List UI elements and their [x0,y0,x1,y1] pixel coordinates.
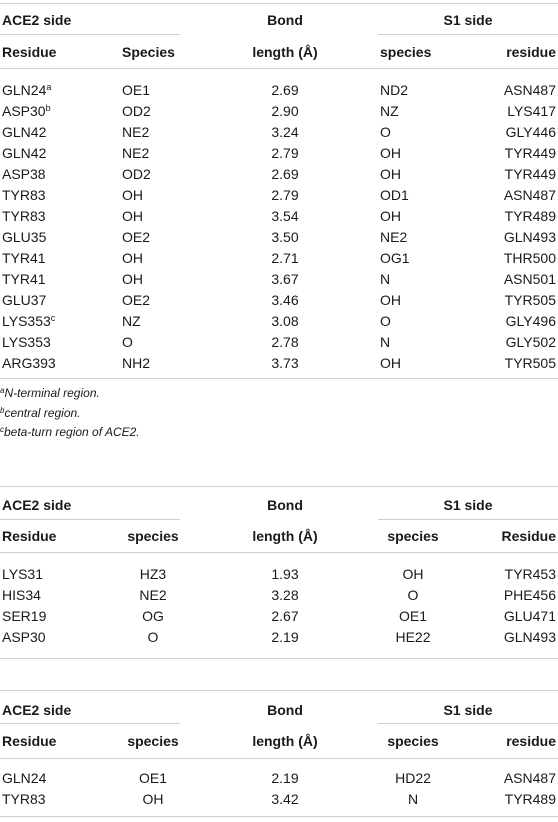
ace2-species: OH [122,250,143,266]
ace2-residue: GLU37 [2,292,47,308]
s1-residue: TYR489 [504,208,556,224]
bond-length: 3.08 [271,313,299,329]
table-top-rule [0,486,558,487]
ace2-species: NE2 [122,124,150,140]
s1-residue: GLU471 [503,608,556,624]
bond-length: 2.19 [271,770,299,786]
ace2-species: OD2 [122,103,151,119]
ace2-species: NE2 [122,145,150,161]
header-rule [0,552,558,553]
bond-length: 2.78 [271,334,299,350]
ace2-species: OD2 [122,166,151,182]
ace2-residue: LYS353$^c$ [2,313,56,329]
s1-species: N [407,791,419,807]
group-rule-ace2 [0,723,180,724]
group-header-s1: S1 side [443,12,493,28]
col-header-s1-residue: residue [506,44,556,60]
ace2-species: OH [142,791,164,807]
s1-residue: TYR453 [504,566,556,582]
col-header-s1-species: species [387,528,439,544]
footnote-marker: a [46,82,52,92]
ace2-residue: GLN42 [2,145,47,161]
bond-length: 2.79 [271,145,299,161]
bond-length: 2.90 [271,103,299,119]
s1-residue: GLN493 [503,629,556,645]
ace2-species: OG [142,608,164,624]
col-header-species: Species [122,44,175,60]
s1-residue: ASN501 [503,271,556,287]
ace2-species: O [147,629,159,645]
bond-length: 3.54 [271,208,299,224]
bond-length: 2.69 [271,82,299,98]
s1-species: ND2 [380,82,409,98]
s1-residue: THR500 [503,250,556,266]
ace2-species: NH2 [122,355,151,371]
group-header-s1: S1 side [443,497,493,513]
s1-species: OH [380,166,401,182]
s1-species: OG1 [380,250,410,266]
s1-residue: TYR449 [504,166,556,182]
ace2-species: OH [122,187,143,203]
s1-species: O [407,587,419,603]
ace2-species: NE2 [139,587,167,603]
hbond-table-3 [0,688,558,822]
s1-species: OH [402,566,424,582]
s1-residue: TYR489 [504,791,556,807]
group-rule-s1 [378,519,558,520]
header-rule [0,68,558,69]
ace2-residue: LYS31 [2,566,43,582]
group-rule-s1 [378,34,558,35]
s1-residue: TYR449 [504,145,556,161]
ace2-species: NZ [122,313,141,329]
ace2-species: HZ3 [139,566,167,582]
table-bottom-rule [0,658,558,659]
bond-length: 3.42 [271,791,299,807]
col-header-s1-species: species [380,44,432,60]
s1-residue: GLN493 [503,229,556,245]
ace2-residue: GLN24 [2,770,47,786]
col-header-length: length (Å) [252,733,318,749]
table-bottom-rule [0,378,558,379]
group-header-bond: Bond [267,497,303,513]
bond-length: 3.46 [271,292,299,308]
ace2-residue: GLN42 [2,124,47,140]
col-header-species: species [127,733,179,749]
s1-species: OH [380,355,401,371]
ace2-residue: TYR83 [2,791,46,807]
col-header-s1-residue: Residue [501,528,556,544]
s1-species: HD22 [395,770,431,786]
s1-species: N [380,271,391,287]
table-top-rule [0,690,558,691]
table-bottom-rule [0,816,558,817]
ace2-species: OE1 [122,82,151,98]
col-header-species: species [127,528,179,544]
bond-length: 1.93 [271,566,299,582]
bond-length: 2.79 [271,187,299,203]
ace2-residue: ASP30 [2,629,46,645]
ace2-residue: HIS34 [2,587,41,603]
s1-residue: TYR505 [504,355,556,371]
col-header-residue: Residue [2,44,57,60]
ace2-residue: TYR83 [2,208,46,224]
footnote: $^b$central region. [0,406,81,420]
s1-species: OH [380,145,401,161]
bond-length: 2.19 [271,629,299,645]
ace2-residue: TYR41 [2,250,46,266]
ace2-residue: TYR83 [2,187,46,203]
s1-residue: GLY446 [505,124,556,140]
group-header-s1: S1 side [443,702,493,718]
ace2-residue: ARG393 [2,355,56,371]
ace2-residue: SER19 [2,608,47,624]
ace2-species: OE1 [138,770,167,786]
col-header-length: length (Å) [252,528,318,544]
s1-residue: GLY502 [505,334,556,350]
s1-species: NZ [380,103,399,119]
ace2-species: OE2 [122,229,151,245]
s1-residue: PHE456 [503,587,556,603]
s1-species: OE1 [398,608,427,624]
s1-residue: ASN487 [503,82,556,98]
bond-length: 3.73 [271,355,299,371]
ace2-species: OE2 [122,292,151,308]
group-header-ace2: ACE2 side [2,702,72,718]
s1-species: OH [380,208,401,224]
col-header-length: length (Å) [252,44,318,60]
bond-length: 3.50 [271,229,299,245]
ace2-species: OH [122,208,143,224]
ace2-residue: ASP30$^b$ [2,103,51,119]
col-header-residue: Residue [2,733,57,749]
header-rule [0,758,558,759]
col-header-s1-species: species [387,733,439,749]
hbond-table-2 [0,484,558,664]
table-top-rule [0,3,558,4]
ace2-residue: GLU35 [2,229,47,245]
group-rule-s1 [378,723,558,724]
ace2-residue: LYS353 [2,334,51,350]
group-header-ace2: ACE2 side [2,12,72,28]
ace2-residue: ASP38 [2,166,46,182]
s1-residue: LYS417 [507,103,556,119]
s1-species: NE2 [380,229,408,245]
group-rule-ace2 [0,34,180,35]
bond-length: 2.71 [271,250,299,266]
s1-residue: GLY496 [505,313,556,329]
footnote-marker: c [50,313,56,323]
footnote-marker: b [45,103,51,113]
s1-species: OH [380,292,401,308]
group-header-ace2: ACE2 side [2,497,72,513]
ace2-species: OH [122,271,143,287]
s1-species: OD1 [380,187,409,203]
footnote: $^a$N-terminal region. [0,386,100,400]
ace2-species: O [122,334,133,350]
s1-residue: ASN487 [503,770,556,786]
bond-length: 3.28 [271,587,299,603]
s1-species: HE22 [395,629,431,645]
s1-species: O [380,313,391,329]
s1-residue: TYR505 [504,292,556,308]
col-header-s1-residue: residue [506,733,556,749]
bond-length: 2.69 [271,166,299,182]
bond-length: 3.24 [271,124,299,140]
group-header-bond: Bond [267,12,303,28]
s1-species: N [380,334,391,350]
group-rule-ace2 [0,519,180,520]
col-header-residue: Residue [2,528,57,544]
footnote: $^c$beta-turn region of ACE2. [0,425,140,439]
s1-residue: ASN487 [503,187,556,203]
group-header-bond: Bond [267,702,303,718]
ace2-residue: GLN24$^a$ [2,82,52,98]
bond-length: 2.67 [271,608,299,624]
ace2-residue: TYR41 [2,271,46,287]
s1-species: O [380,124,391,140]
bond-length: 3.67 [271,271,299,287]
